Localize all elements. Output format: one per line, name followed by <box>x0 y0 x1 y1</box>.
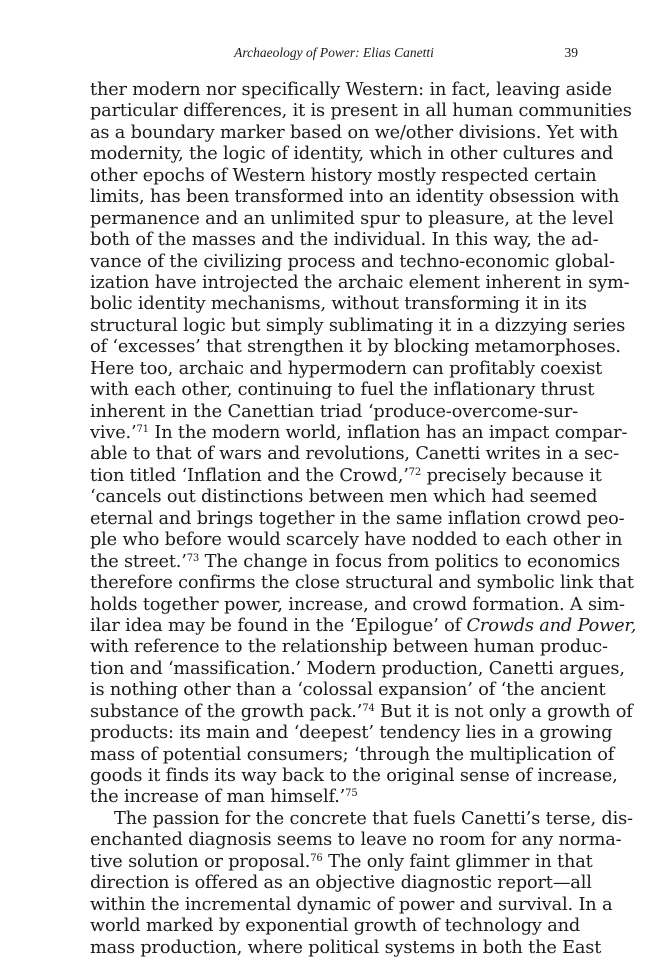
text-line: Here too, archaic and hypermodern can profitably coexist <box>90 358 603 379</box>
text-line: inherent in the Canettian triad ‘produce-overcome-sur- <box>90 401 578 422</box>
paragraph <box>90 808 633 959</box>
text-line: permanence and an unlimited spur to pleasure, at the level <box>90 208 614 229</box>
text-line: the increase of man himself.’$^{75}$ <box>90 787 358 808</box>
text-line: of ‘excesses’ that strengthen it by blocking metamorphoses. <box>90 337 621 358</box>
text-line: able to that of wars and revolutions, Canetti writes in a sec- <box>90 444 619 465</box>
text-line: vive.’$^{71}$ In the modern world, inflation has an impact compar- <box>90 423 628 443</box>
text-line: ilar idea may be found in the ‘Epilogue’ of Crowds and Power, <box>90 615 637 636</box>
text-line: eternal and brings together in the same inflation crowd peo- <box>90 508 625 529</box>
text-line: within the incremental dynamic of power and survival. In a <box>90 894 613 915</box>
text-line: ther modern nor specifically Western: in fact, leaving aside <box>90 80 612 100</box>
text-line: structural logic but simply sublimating it in a dizzying series <box>90 315 626 336</box>
text-line: with reference to the relationship between human produc- <box>90 637 608 658</box>
footnote-ref: 72 <box>408 466 422 478</box>
text-line: other epochs of Western history mostly respected certain <box>90 165 597 186</box>
body-text <box>90 80 637 959</box>
page-number: 39 <box>564 45 578 60</box>
text-line: mass production, where political systems in both the East <box>90 937 602 958</box>
text-line: the street.’$^{73}$ The change in focus from politics to economics <box>90 551 621 572</box>
text-line: direction is offered as an objective diagnostic report—all <box>90 873 592 894</box>
text-line: tion and ‘massification.’ Modern production, Canetti argues, <box>90 658 625 679</box>
text-line: holds together power, increase, and crowd formation. A sim- <box>90 594 625 615</box>
text-line: tion titled ‘Inflation and the Crowd,’$^{72}$ precisely because it <box>90 465 602 486</box>
footnote-ref: 76 <box>310 852 323 864</box>
text-line: mass of potential consumers; ‘through the multiplication of <box>90 744 615 765</box>
text-line: vance of the civilizing process and techno-economic global- <box>90 251 615 272</box>
text-line: with each other, continuing to fuel the inflationary thrust <box>90 380 595 401</box>
text-line: tive solution or proposal.$^{76}$ The only faint glimmer in that <box>90 851 593 872</box>
paragraph <box>90 80 637 809</box>
footnote-ref: 73 <box>186 552 200 564</box>
footnote-ref: 74 <box>362 702 375 714</box>
text-line: modernity, the logic of identity, which in other cultures and <box>90 144 614 165</box>
text-line: products: its main and ‘deepest’ tendency lies in a growing <box>90 723 613 744</box>
text-line: is nothing other than a ‘colossal expansion’ of ‘the ancient <box>90 680 606 701</box>
text-line: ple who before would scarcely have nodded to each other in <box>90 530 623 551</box>
text-line: world marked by exponential growth of technology and <box>90 916 581 937</box>
text-line: goods it finds its way back to the original sense of increase, <box>90 766 618 786</box>
text-line: limits, has been transformed into an identity obsession with <box>90 187 620 208</box>
text-line: ‘cancels out distinctions between men which had seemed <box>90 487 598 508</box>
footnote-ref: 75 <box>345 788 358 800</box>
footnote-ref: 71 <box>136 424 149 435</box>
text-line: as a boundary marker based on we/other divisions. Yet with <box>90 122 619 143</box>
text-line: enchanted diagnosis seems to leave no room for any norma- <box>90 830 622 851</box>
book-title: Crowds and Power, <box>466 615 637 636</box>
text-line: bolic identity mechanisms, without transforming it in its <box>90 294 587 315</box>
text-line: therefore confirms the close structural and symbolic link that <box>90 573 634 594</box>
text-line: particular differences, it is present in all human communities <box>90 101 632 122</box>
text-line: both of the masses and the individual. In this way, the ad- <box>90 230 599 251</box>
running-header <box>90 45 578 65</box>
text-line: substance of the growth pack.’$^{74}$ But it is not only a growth of <box>90 701 633 722</box>
text-line: ization have introjected the archaic element inherent in sym- <box>90 272 630 293</box>
text-line: The passion for the concrete that fuels Canetti’s terse, dis- <box>114 808 633 829</box>
running-title: Archaeology of Power: Elias Canetti <box>234 45 434 60</box>
